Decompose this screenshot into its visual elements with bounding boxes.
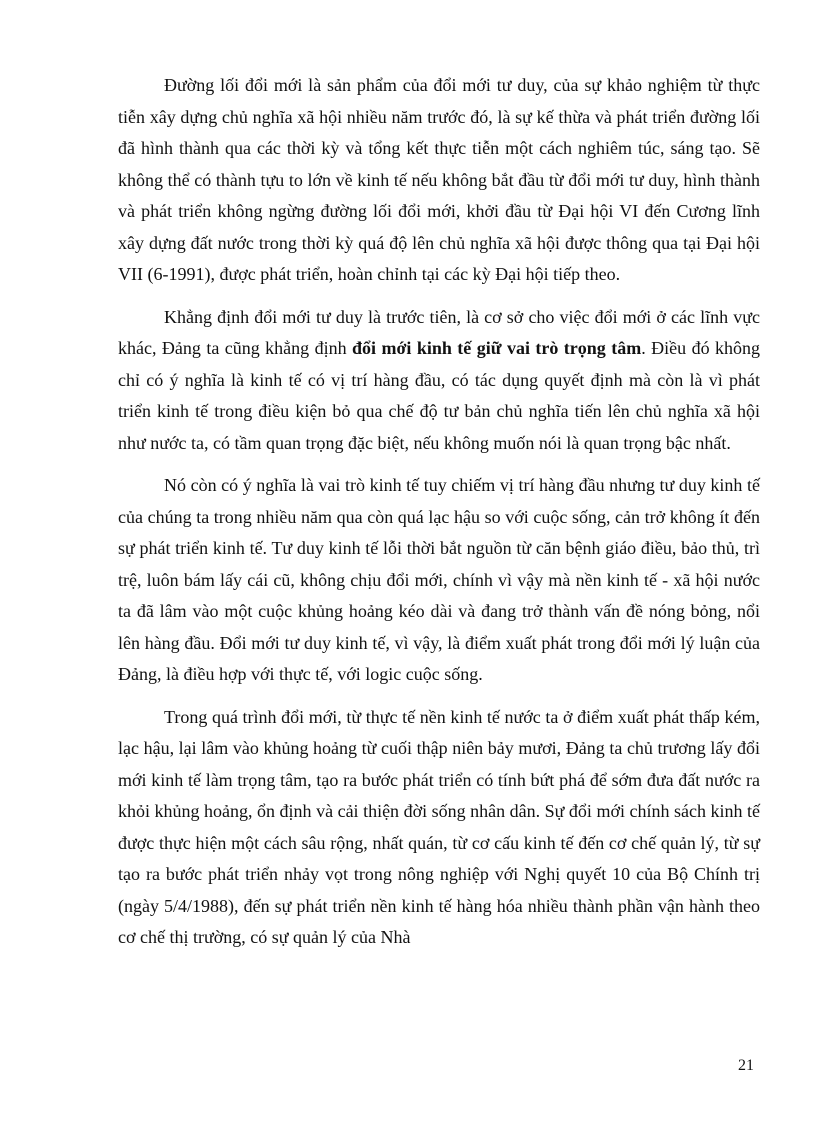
body-text: [118, 70, 760, 965]
paragraph-3-text: Nó còn có ý nghĩa là vai trò kinh tế tuy chiếm vị trí hàng đầu nhưng tư duy kinh tế của chúng ta trong nhiều năm qua còn quá lạc hậu so với cuộc sống, cản trở không ít đến sự phát triển kinh tế. Tư duy kinh tế lỗi thời bắt nguồn từ căn bệnh giáo điều, bảo thủ, trì trệ, luôn bám lấy cái cũ, không chịu đổi mới, chính vì vậy mà nền kinh tế - xã hội nước ta đã lâm vào một cuộc khủng hoảng kéo dài và đang trở thành vấn đề nóng bỏng, nổi lên hàng đầu. Đổi mới tư duy kinh tế, vì vậy, là điểm xuất phát trong đổi mới lý luận của Đảng, là điều hợp với thực tế, với logic cuộc sống.: [118, 475, 760, 684]
paragraph-2-text-after: . Điều đó không chỉ có ý nghĩa là kinh tế có vị trí hàng đầu, có tác dụng quyết định mà còn là vì phát triển kinh tế trong điều kiện bỏ qua chế độ tư bản chủ nghĩa tiến lên chủ nghĩa xã hội như nước ta, có tầm quan trọng đặc biệt, nếu không muốn nói là quan trọng bậc nhất.: [118, 338, 760, 453]
paragraph-1: [118, 70, 760, 291]
paragraph-1-text: Đường lối đổi mới là sản phẩm của đổi mới tư duy, của sự khảo nghiệm từ thực tiễn xây dựng chủ nghĩa xã hội nhiều năm trước đó, là sự kế thừa và phát triển đường lối đã hình thành qua các thời kỳ và tổng kết thực tiễn một cách nghiêm túc, sáng tạo. Sẽ không thể có thành tựu to lớn về kinh tế nếu không bắt đầu từ đổi mới tư duy, hình thành và phát triển không ngừng đường lối đổi mới, khởi đầu từ Đại hội VI đến Cương lĩnh xây dựng đất nước trong thời kỳ quá độ lên chủ nghĩa xã hội được thông qua tại Đại hội VII (6-1991), được phát triển, hoàn chỉnh tại các kỳ Đại hội tiếp theo.: [118, 75, 760, 284]
paragraph-2-bold-phrase: đổi mới kinh tế giữ vai trò trọng tâm: [352, 338, 642, 358]
page-number: 21: [738, 1057, 754, 1074]
paragraph-2: [118, 302, 760, 460]
paragraph-4: [118, 702, 760, 954]
paragraph-3: [118, 470, 760, 691]
paragraph-4-text: Trong quá trình đổi mới, từ thực tế nền kinh tế nước ta ở điểm xuất phát thấp kém, lạc hậu, lại lâm vào khủng hoảng từ cuối thập niên bảy mươi, Đảng ta chủ trương lấy đổi mới kinh tế làm trọng tâm, tạo ra bước phát triển có tính bứt phá để sớm đưa đất nước ra khỏi khủng hoảng, ổn định và cải thiện đời sống nhân dân. Sự đổi mới chính sách kinh tế được thực hiện một cách sâu rộng, nhất quán, từ cơ cấu kinh tế đến cơ chế quản lý, từ sự tạo ra bước phát triển nhảy vọt trong nông nghiệp với Nghị quyết 10 của Bộ Chính trị (ngày 5/4/1988), đến sự phát triển nền kinh tế hàng hóa nhiều thành phần vận hành theo cơ chế thị trường, có sự quản lý của Nhà: [118, 706, 760, 947]
paragraph-2-text-before: Khẳng định đổi mới tư duy là trước tiên, là cơ sở cho việc đổi mới ở các lĩnh vực khác, Đảng ta cũng khẳng định: [118, 306, 760, 358]
